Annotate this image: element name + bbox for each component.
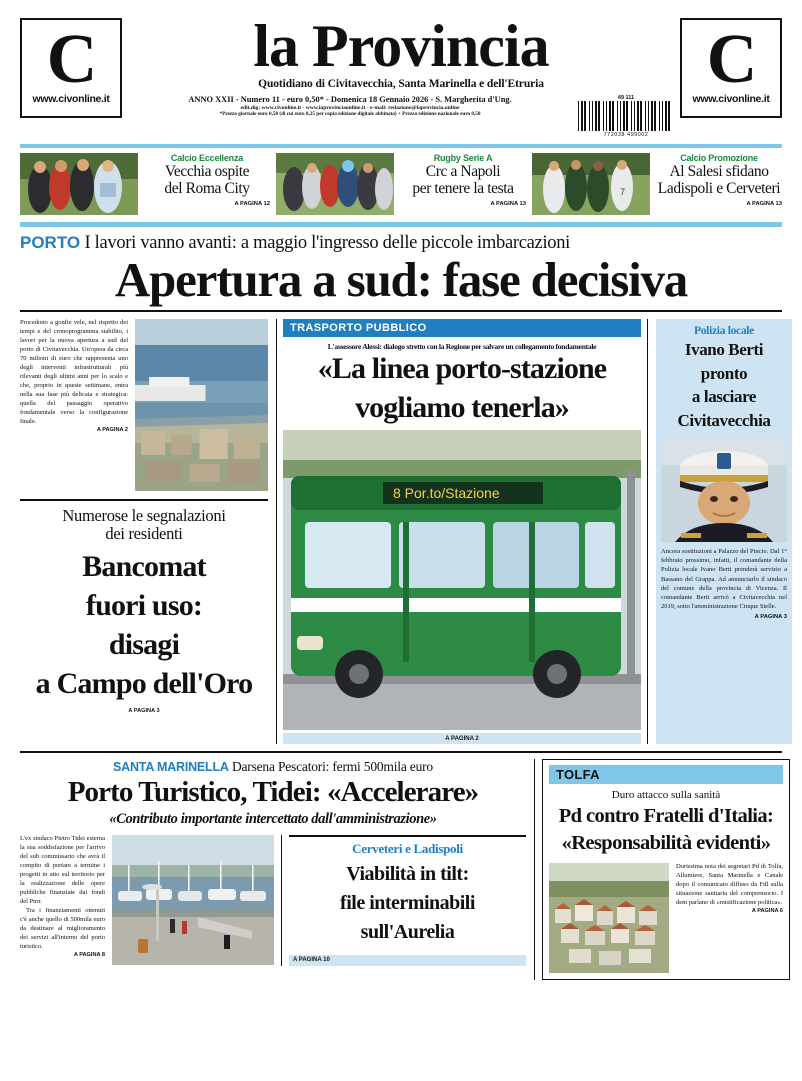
tolfa-body-text: Durissima nota dei segretari Pd di Tolfa, Allumiere, Santa Marinella e Canale dopo il comunicato diffuso da Fdl sulla situazione sanitaria del comprensorio. I dem parlano di «mistificazione politica». [676, 862, 783, 906]
section-label-trasporto: TRASPORTO PUBBLICO [283, 319, 641, 337]
bottom-left-text-col [20, 835, 105, 965]
bottom-left-paragraph-1: L'ex sindaco Pietro Tidei esterna la sua soddisfazione per l'arrivo del sub commissario che avrà il compito di portare a termine i progetti in atto sul territorio per la realizzazione delle opere pubbliche finanziate dai fondi del Pnrr. [20, 835, 105, 906]
bottom-center-page-ref[interactable]: A PAGINA 10 [289, 955, 526, 966]
logo-website-url[interactable]: www.civonline.it [32, 92, 110, 105]
logo-letter-right: C [706, 21, 756, 99]
tolfa-headline-line1[interactable]: Pd contro Fratelli d'Italia: [558, 805, 774, 828]
lead-headline[interactable]: Apertura a sud: fase decisiva [114, 252, 688, 308]
lead-page-ref[interactable]: A PAGINA 2 [96, 426, 128, 433]
bottom-right-column [534, 759, 790, 980]
bottom-center-headline-line2[interactable]: file interminabili [340, 892, 475, 915]
column-left [20, 319, 268, 744]
sports-teaser-strip [20, 153, 782, 215]
lead-article-row [20, 319, 268, 491]
sports-photo-3 [532, 153, 650, 215]
barcode-number: 772038 499002 [603, 131, 649, 138]
bottom-left-kicker [20, 759, 526, 775]
sports-page-ref-2: A PAGINA 13 [490, 200, 526, 207]
right-photo-commander [661, 437, 787, 542]
secondary-headline-line3[interactable]: disagi [108, 627, 180, 661]
secondary-kicker-line1: Numerose le segnalazioni [62, 505, 226, 525]
sports-headline-2-line2: per tenere la testa [412, 180, 514, 198]
secondary-kicker-line2: dei residenti [105, 524, 183, 544]
divider-bottom-center [289, 835, 526, 837]
web-contact-line: edit.dig: www.civonline.it - www.laprovinciaonline.it - e-mail: redazione@laprovincia.online [240, 104, 460, 111]
lead-body-block [20, 319, 128, 491]
bottom-left-columns [20, 835, 526, 965]
bottom-grid [20, 759, 782, 980]
right-headline-line2[interactable]: pronto [700, 363, 748, 383]
bottom-left-paragraph-2: Tra i finanziamenti ottenuti c'è anche quello di 500mila euro da destinare al miglioramento dei servizi all'interno del porto turistico. [20, 907, 105, 950]
center-page-ref[interactable]: A PAGINA 2 [283, 733, 641, 744]
logo-left[interactable] [20, 18, 122, 118]
bottom-left-headline[interactable]: Porto Turistico, Tidei: «Accelerare» [67, 776, 479, 809]
sports-photo-2 [276, 153, 394, 215]
bottom-center-headline-line3[interactable]: sull'Aurelia [360, 921, 455, 944]
bottom-center-kicker: Cerveteri e Ladispoli [352, 840, 463, 856]
barcode-icon [578, 101, 670, 131]
sports-text-3 [656, 153, 782, 215]
lead-photo [135, 319, 268, 491]
secondary-page-ref[interactable]: A PAGINA 3 [128, 707, 160, 714]
section-label-tolfa: TOLFA [549, 765, 783, 784]
divider-secondary-left [20, 499, 268, 501]
bottom-center-story [281, 835, 526, 965]
sports-teaser-calcio-eccellenza[interactable] [20, 153, 270, 215]
bottom-left-story [20, 759, 526, 980]
column-center [276, 319, 648, 744]
tolfa-text-col [676, 863, 783, 973]
sports-teaser-rugby[interactable] [276, 153, 526, 215]
secondary-headline-line2[interactable]: fuori uso: [85, 588, 203, 622]
masthead [20, 13, 782, 138]
right-headline-line4[interactable]: Civitavecchia [677, 410, 771, 430]
sports-teaser-calcio-promozione[interactable] [532, 153, 782, 215]
sports-headline-1-line1: Vecchia ospite [164, 163, 250, 180]
bottom-center-headline-line1[interactable]: Viabilità in tilt: [346, 862, 469, 885]
bottom-left-kicker-text: Darsena Pescatori: fermi 500mila euro [231, 759, 433, 775]
right-kicker: Polizia locale [694, 325, 754, 338]
masthead-center [122, 13, 680, 138]
sports-headline-2-line1: Crc a Napoli [425, 163, 501, 180]
sports-photo-1 [20, 153, 138, 215]
svg-text:9: 9 [576, 187, 582, 197]
lead-body-text: Procedono a gonfie vele, nel rispetto dei tempi e del cronoprogramma stabilito, i lavori per la nuova apertura a sud del porto di Civitavecchia. Un'opera da circa 70 milioni di euro che rappresenta uno degli interventi infrastrutturali più rilevanti degli ultimi anni per lo scalo e che, proprio in queste settimane, entra nella sua fase più delicata e strategica: quella del passaggio operativo fondamentale verso la configurazione finale. [20, 319, 128, 425]
divider-blue-top [20, 144, 782, 148]
divider-blue-lead [20, 222, 782, 227]
tolfa-columns [549, 863, 783, 973]
sports-kicker-1: Calcio Eccellenza [170, 153, 244, 163]
tolfa-page-ref[interactable]: A PAGINA 6 [751, 907, 783, 914]
barcode-area [578, 95, 674, 138]
logo-website-url-right[interactable]: www.civonline.it [692, 92, 770, 105]
tolfa-box [542, 759, 790, 980]
tolfa-kicker: Duro attacco sulla sanità [611, 789, 721, 802]
sports-kicker-2: Rugby Serie A [433, 153, 493, 163]
lead-kicker-text: I lavori vanno avanti: a maggio l'ingresso delle piccole imbarcazioni [84, 233, 571, 253]
svg-text:7: 7 [620, 187, 626, 197]
center-kicker: L'assessore Alessi: dialogo stretto con la Regione per salvare un collegamento fondamentale [327, 342, 597, 352]
main-grid [20, 319, 787, 744]
newspaper-title: la Provincia [253, 13, 549, 79]
right-headline-line3[interactable]: a lasciare [691, 387, 757, 407]
lead-kicker-label: PORTO [20, 233, 81, 252]
sports-text-2 [400, 153, 526, 215]
secondary-headline-line4[interactable]: a Campo dell'Oro [35, 666, 253, 700]
right-headline-line1[interactable]: Ivano Berti [684, 340, 764, 360]
sports-page-ref-1: A PAGINA 12 [234, 200, 270, 207]
issue-number: 49 111 [617, 94, 635, 101]
center-headline-line1[interactable]: «La linea porto-stazione [317, 352, 607, 386]
logo-right[interactable] [680, 18, 782, 118]
masthead-meta [128, 95, 572, 118]
lead-kicker [20, 233, 782, 253]
logo-letter: C [46, 21, 96, 99]
tolfa-headline-line2[interactable]: «Responsabilità evidenti» [561, 832, 771, 855]
masthead-meta-row [128, 95, 674, 138]
bottom-left-place-label: SANTA MARINELLA [113, 760, 229, 775]
sports-headline-3-line1: Al Salesi sfidano [669, 163, 769, 180]
sports-headline-3-line2: Ladispoli e Cerveteri [657, 180, 781, 198]
sports-headline-1-line2: del Roma City [164, 180, 250, 198]
secondary-headline-line1[interactable]: Bancomat [82, 549, 206, 583]
sports-text-1 [144, 153, 270, 215]
sports-page-ref-3: A PAGINA 13 [746, 200, 782, 207]
divider-under-lead [20, 310, 782, 312]
center-headline-line2[interactable]: vogliamo tenerla» [355, 390, 569, 424]
price-note-line: *Prezzo giornale euro 0,50 (di cui euro 0,25 per copia edizione digitale abbinata) + Prezzo edizione nazionale euro 0,50 [219, 111, 481, 118]
bottom-left-photo-marina [112, 835, 274, 965]
tolfa-photo-town [549, 863, 669, 973]
issue-info-line: ANNO XXII - Numero 11 - euro 0,50* - Domenica 18 Gennaio 2026 - S. Margherita d'Ung. [188, 94, 512, 104]
bottom-left-page-ref[interactable]: A PAGINA 8 [73, 951, 105, 958]
sports-kicker-3: Calcio Promozione [680, 153, 758, 163]
right-page-ref[interactable]: A PAGINA 3 [754, 614, 787, 621]
column-right [656, 319, 792, 744]
center-photo-bus [283, 430, 641, 730]
svg-text:8 Por.to/Stazione: 8 Por.to/Stazione [393, 485, 500, 502]
newspaper-subtitle: Quotidiano di Civitavecchia, Santa Marinella e dell'Etruria [258, 77, 544, 90]
bottom-left-subhead: «Contributo importante intercettato dall'amministrazione» [109, 811, 437, 828]
right-body-text: Ancora sostituzioni a Palazzo del Pincio. Dal 1° febbraio prossimo, infatti, il comandante della Polizia locale Ivano Berti prenderà servizio a Bassano del Grappa. Ad annunciarlo il sindaco del comune della provincia di Vicenza. Il comandante Berti arrivò a Civitavecchia nel 2019, sotto l'amministrazione Cinque Stelle. [661, 547, 787, 611]
divider-bottom [20, 751, 782, 753]
